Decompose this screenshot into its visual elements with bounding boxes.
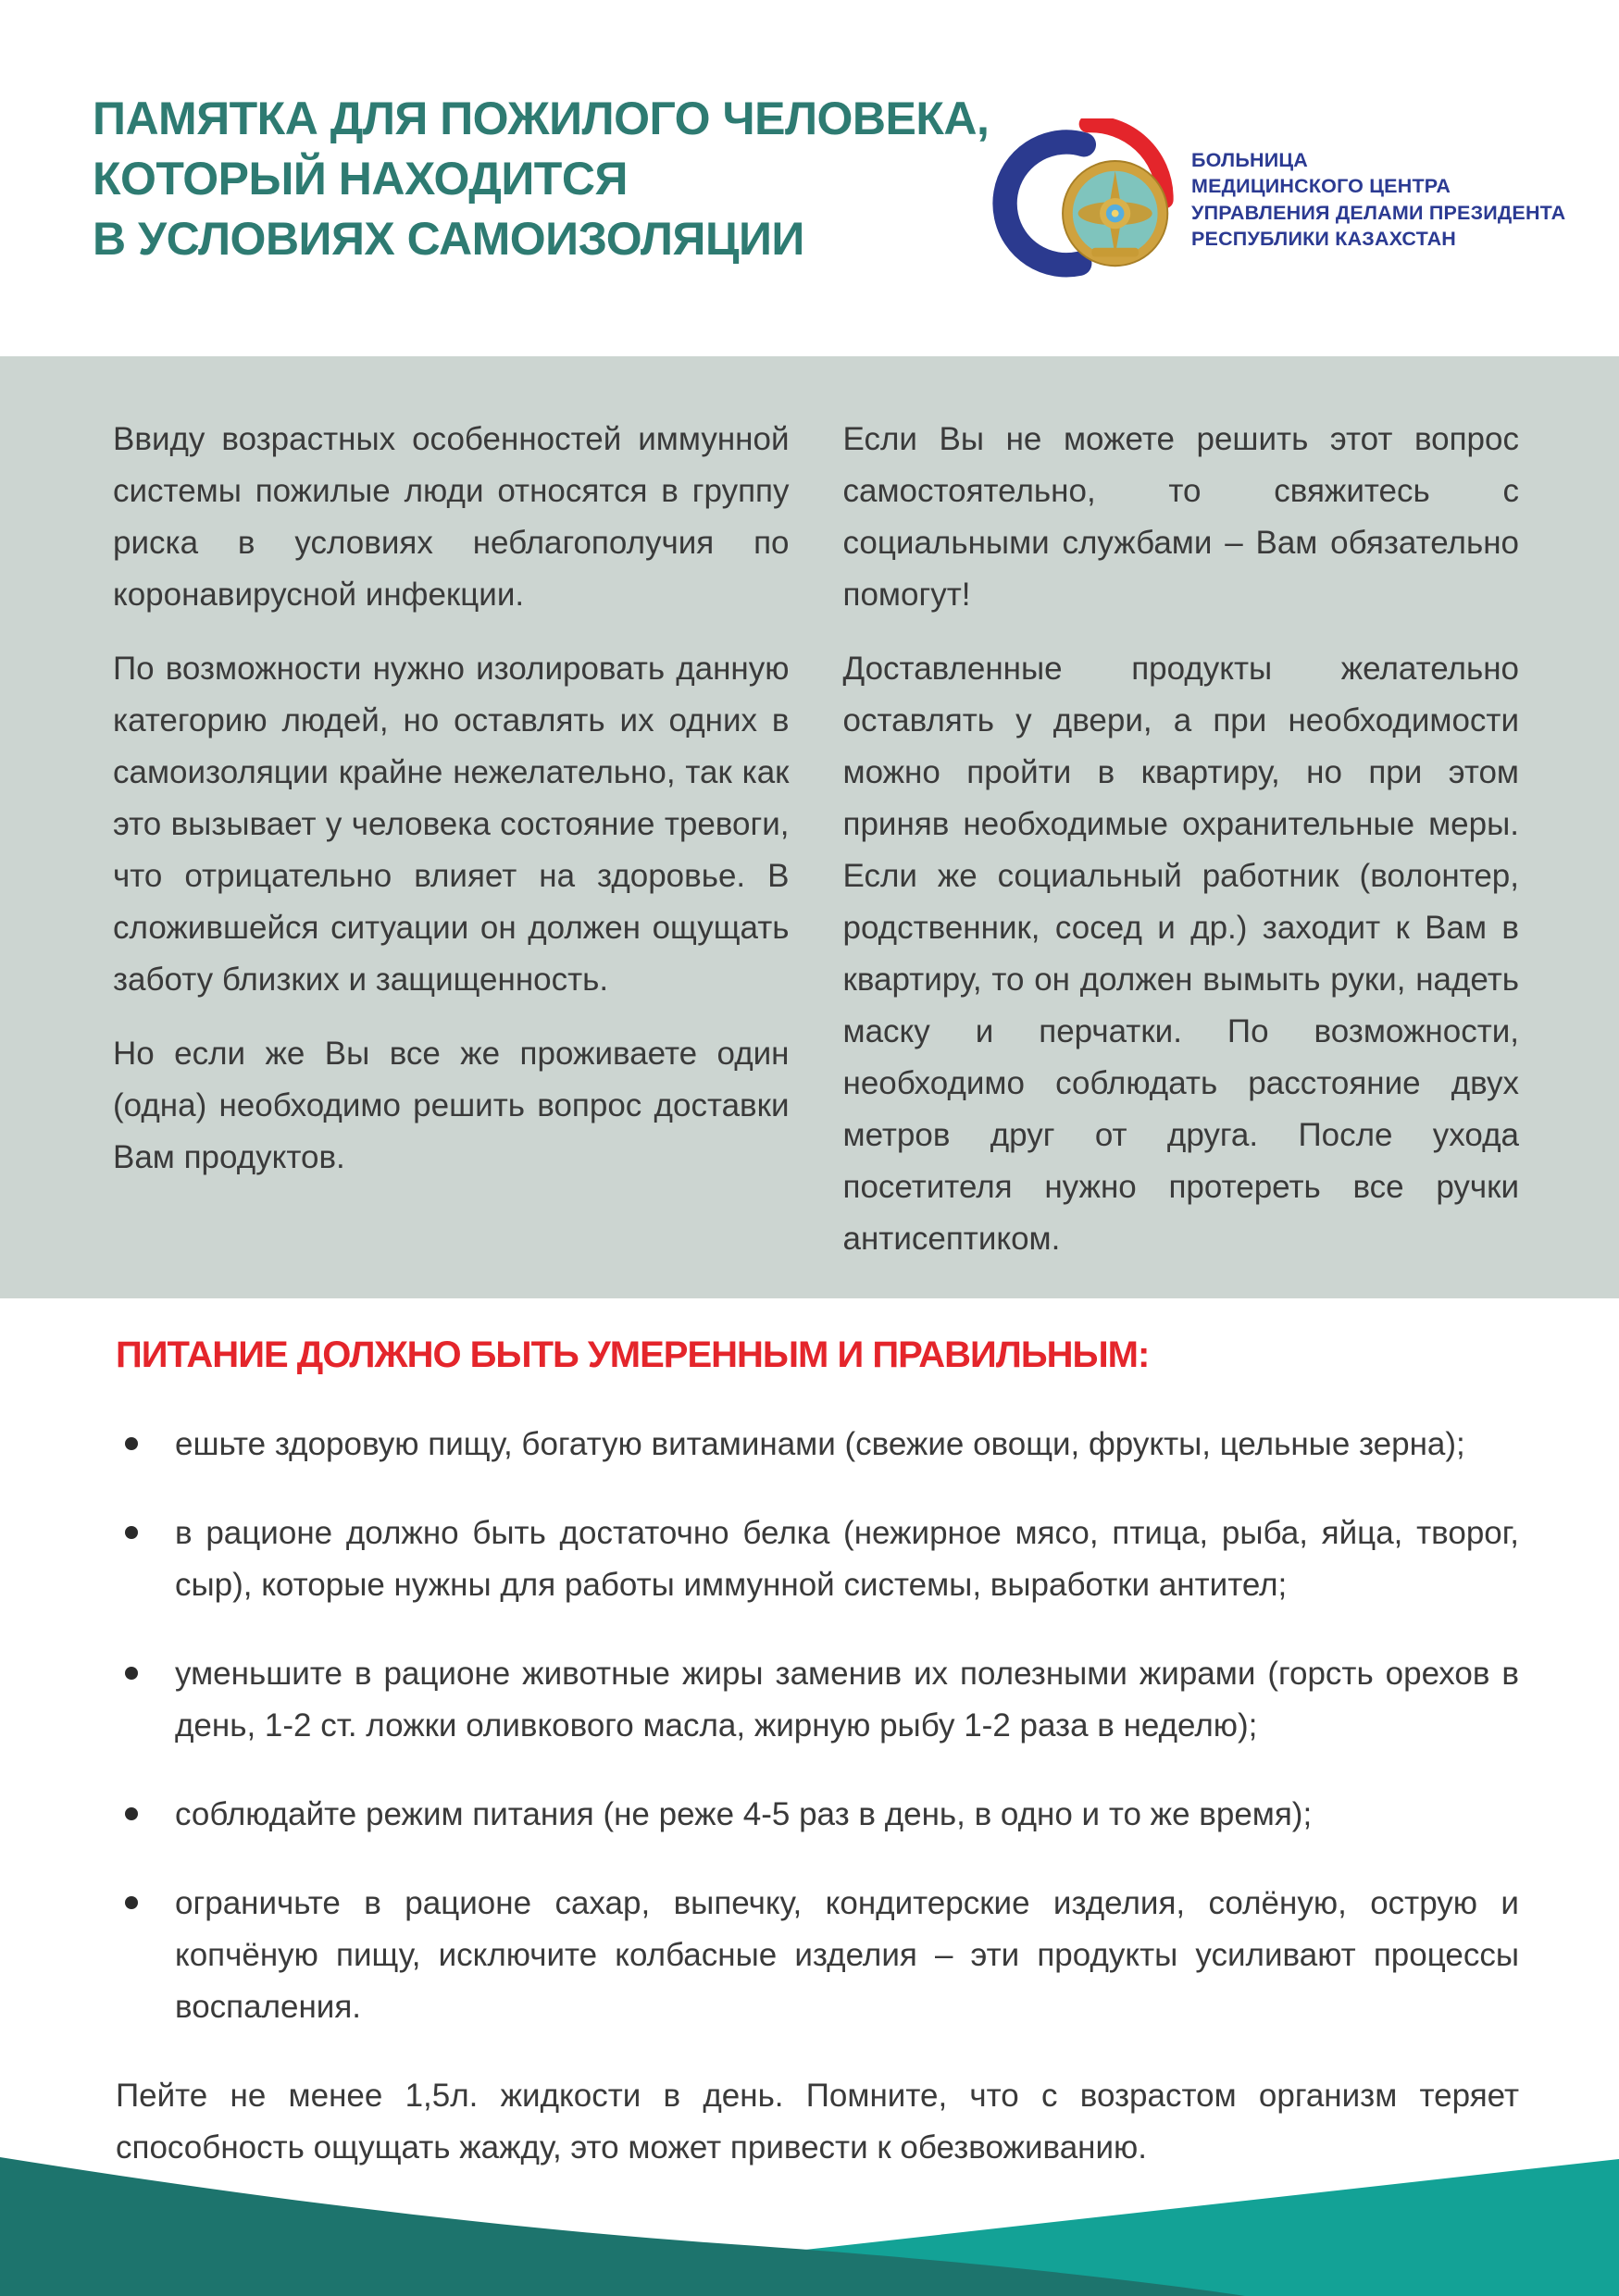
memo-title-line: КОТОРЫЙ НАХОДИТСЯ [93,153,628,205]
nutrition-section [0,1334,1619,2174]
nutrition-item [116,1419,1519,1471]
intro-paragraph: Ввиду возрастных особенностей иммунной системы пожилые люди относятся в группу риска в условиях неблагополучия по коронавирусной инфекции. [113,421,790,613]
intro-paragraph: Доставленные продукты желательно оставлять у двери, а при необходимости можно пройти в квартиру, но при этом приняв необходимые охранительные меры. Если же социальный работник (волонтер, родственник, сосед и др.) заходит к Вам в квартиру, то он должен вымыть руки, надеть маску и перчатки. По возможности, необходимо соблюдать расстояние двух метров друг от друга. После ухода посетителя нужно протереть все ручки антисептиком. [842,651,1519,1257]
org-logo [989,118,1565,280]
nutrition-heading: ПИТАНИЕ ДОЛЖНО БЫТЬ УМЕРЕННЫМ И ПРАВИЛЬНЫМ: [116,1334,1150,1375]
org-name [1191,147,1565,253]
org-name-line: РЕСПУБЛИКИ КАЗАХСТАН [1191,228,1457,250]
intro-paragraph: Если Вы не можете решить этот вопрос самостоятельно, то свяжитесь с социальными службами – Вам обязательно помогут! [842,421,1519,613]
memo-title-line: В УСЛОВИЯХ САМОИЗОЛЯЦИИ [93,213,804,265]
bullet-dot-icon [125,1667,138,1680]
memo-title-line: ПАМЯТКА ДЛЯ ПОЖИЛОГО ЧЕЛОВЕКА, [93,93,990,144]
intro-paragraph: Но если же Вы все же проживаете один (одна) необходимо решить вопрос доставки Вам продуктов. [113,1036,790,1175]
bullet-dot-icon [125,1526,138,1539]
org-name-line: БОЛЬНИЦА [1191,148,1308,171]
intro-paragraph: По возможности нужно изолировать данную категорию людей, но оставлять их одних в самоизоляции крайне нежелательно, так как это вызывает у человека состояние тревоги, что отрицательно влияет на здоровье. В сложившейся ситуации он должен ощущать заботу близких и защищенность. [113,651,790,998]
intro-left-column [113,414,790,1287]
nutrition-item-text: в рационе должно быть достаточно белка (нежирное мясо, птица, рыба, яйца, творог, сыр), которые нужны для работы иммунной системы, выработки антител; [175,1515,1519,1603]
nutrition-list [116,1419,1519,2033]
logo-swoosh-emblem-icon [989,118,1178,280]
kazakhstan-emblem-icon [1063,161,1167,266]
intro-panel [0,356,1619,1298]
hydration-note: Пейте не менее 1,5л. жидкости в день. Помните, что с возрастом организм теряет способность ощущать жажду, это может привести к обезвоживанию. [116,2078,1519,2166]
nutrition-item [116,1878,1519,2033]
org-name-line: МЕДИЦИНСКОГО ЦЕНТРА [1191,175,1451,197]
bullet-dot-icon [125,1437,138,1450]
intro-columns [113,414,1519,1287]
nutrition-item-text: ограничьте в рационе сахар, выпечку, кондитерские изделия, солёную, острую и копчёную пищу, исключите колбасные изделия – эти продукты усиливают процессы воспаления. [175,1885,1519,2025]
nutrition-item [116,1789,1519,1841]
nutrition-item-text: уменьшите в рационе животные жиры заменив их полезными жирами (горсть орехов в день, 1-2 ст. ложки оливкового масла, жирную рыбу 1-2 раза в неделю); [175,1656,1519,1744]
nutrition-item-text: ешьте здоровую пищу, богатую витаминами (свежие овощи, фрукты, цельные зерна); [175,1426,1465,1462]
nutrition-item [116,1508,1519,1611]
intro-right-column [843,414,1520,1287]
memo-title [93,89,989,269]
nutrition-item-text: соблюдайте режим питания (не реже 4-5 раз в день, в одно и то же время); [175,1796,1313,1832]
bullet-dot-icon [125,1896,138,1909]
org-name-line: УПРАВЛЕНИЯ ДЕЛАМИ ПРЕЗИДЕНТА [1191,201,1566,224]
footer-wave-decoration [0,2148,1619,2296]
nutrition-item [116,1648,1519,1752]
bullet-dot-icon [125,1807,138,1820]
